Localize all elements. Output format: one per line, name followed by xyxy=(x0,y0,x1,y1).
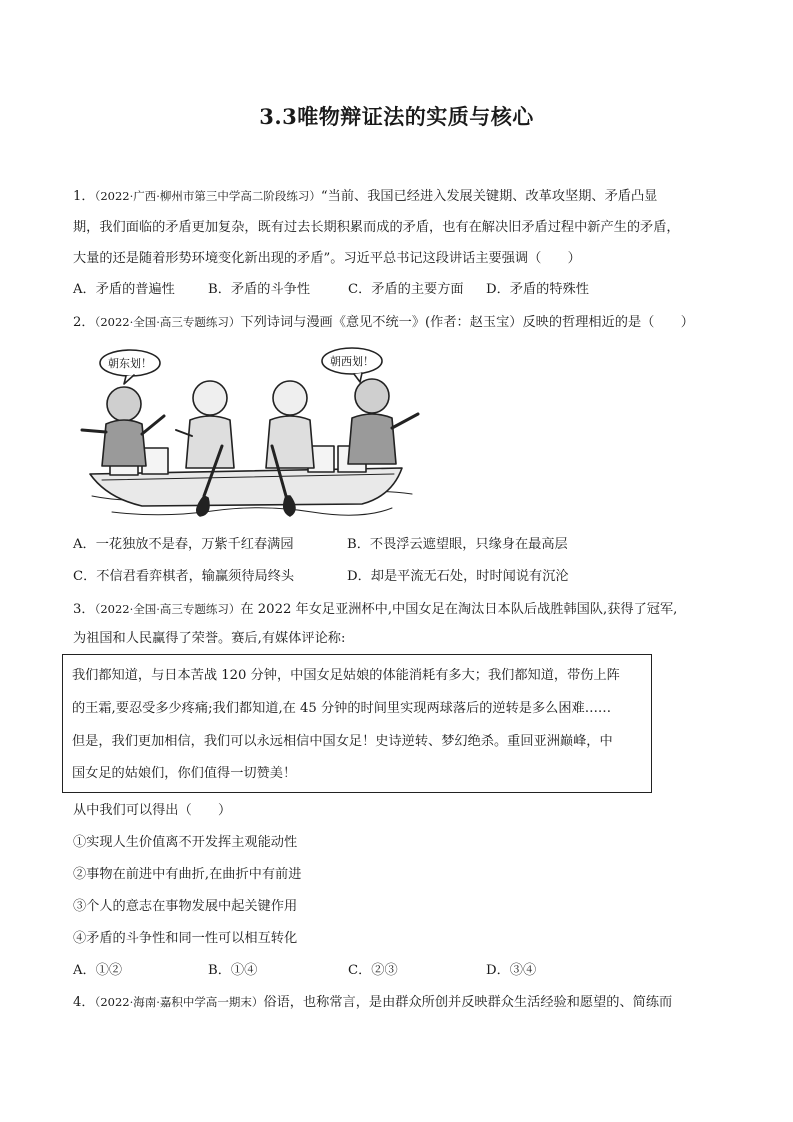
q4-number: 4． xyxy=(73,995,95,1010)
q1-line2: 期，我们面临的矛盾更加复杂，既有过去长期积累而成的矛盾，也有在解决旧矛盾过程中新产生的矛盾， xyxy=(73,220,680,235)
q2-option-d: D．却是平流无石处，时时闻说有沉沦 xyxy=(347,569,569,584)
q3-line1 xyxy=(73,600,677,619)
quote-line-4: 国女足的姑娘们，你们值得一切赞美！ xyxy=(72,766,297,781)
quote-line-2: 的王霜,要忍受多少疼痛;我们都知道,在 45 分钟的时间里实现两球落后的逆转是多么困难…… xyxy=(72,701,612,716)
q3-item-3: ③个人的意志在事物发展中起关键作用 xyxy=(73,899,298,914)
q3-item-4: ④矛盾的斗争性和同一性可以相互转化 xyxy=(73,931,298,946)
q3-option-d: D．③④ xyxy=(486,963,537,978)
q1-option-c: C．矛盾的主要方面 xyxy=(348,282,464,297)
q1-text-1: “当前、我国已经进入发展关键期、改革攻坚期、矛盾凸显 xyxy=(320,189,658,204)
q3-item-2: ②事物在前进中有曲折,在曲折中有前进 xyxy=(73,867,302,882)
q3-item-1: ①实现人生价值离不开发挥主观能动性 xyxy=(73,835,298,850)
bubble-right-text: 朝西划！ xyxy=(330,355,374,368)
q2-line1 xyxy=(73,313,694,332)
quote-line-3: 但是，我们更加相信，我们可以永远相信中国女足！史诗逆转、梦幻绝杀。重回亚洲巅峰，中 xyxy=(72,734,613,749)
q3-ask: 从中我们可以得出（ ） xyxy=(73,803,232,818)
q1-line3: 大量的还是随着形势环境变化新出现的矛盾”。习近平总书记这段讲话主要强调（ ） xyxy=(73,251,581,266)
q2-option-a: A．一花独放不是春，万紫千红春满园 xyxy=(73,537,294,552)
cartoon-image xyxy=(72,346,432,521)
q3-text-1: 在 2022 年女足亚洲杯中,中国女足在淘汰日本队后战胜韩国队,获得了冠军, xyxy=(240,602,678,617)
q3-option-b: B．①④ xyxy=(208,963,258,978)
q4-source: （2022·海南·嘉积中学高一期末） xyxy=(94,995,264,1009)
q4-line1 xyxy=(73,993,672,1012)
page-title: 3.3唯物辩证法的实质与核心 xyxy=(259,104,534,129)
q3-option-a: A．①② xyxy=(73,963,123,978)
q1-option-a: A．矛盾的普遍性 xyxy=(73,282,175,297)
q4-text-1: 俗语，也称常言，是由群众所创并反映群众生活经验和愿望的、简练而 xyxy=(263,995,673,1010)
q2-source: （2022·全国·高三专题练习） xyxy=(94,315,241,329)
q1-option-d: D．矛盾的特殊性 xyxy=(486,282,589,297)
quote-line-1: 我们都知道，与日本苦战 120 分钟，中国女足姑娘的体能消耗有多大；我们都知道，带伤上阵 xyxy=(72,668,620,683)
q3-number: 3． xyxy=(73,602,95,617)
q1-line1 xyxy=(73,187,657,206)
bubble-left-text: 朝东划！ xyxy=(108,357,152,370)
q2-text-1: 下列诗词与漫画《意见不统一》(作者：赵玉宝）反映的哲理相近的是（ ） xyxy=(240,315,694,330)
q2-option-c: C．不信君看弈棋者，输赢须待局终头 xyxy=(73,569,295,584)
q2-number: 2． xyxy=(73,315,95,330)
q1-option-b: B．矛盾的斗争性 xyxy=(208,282,311,297)
q1-source: （2022·广西·柳州市第三中学高二阶段练习） xyxy=(94,189,321,203)
q2-option-b: B．不畏浮云遮望眼，只缘身在最高层 xyxy=(347,537,568,552)
q3-line2: 为祖国和人民赢得了荣誉。赛后,有媒体评论称: xyxy=(73,631,346,646)
q1-number: 1． xyxy=(73,189,95,204)
q3-option-c: C．②③ xyxy=(348,963,398,978)
q3-source: （2022·全国·高三专题练习） xyxy=(94,602,241,616)
